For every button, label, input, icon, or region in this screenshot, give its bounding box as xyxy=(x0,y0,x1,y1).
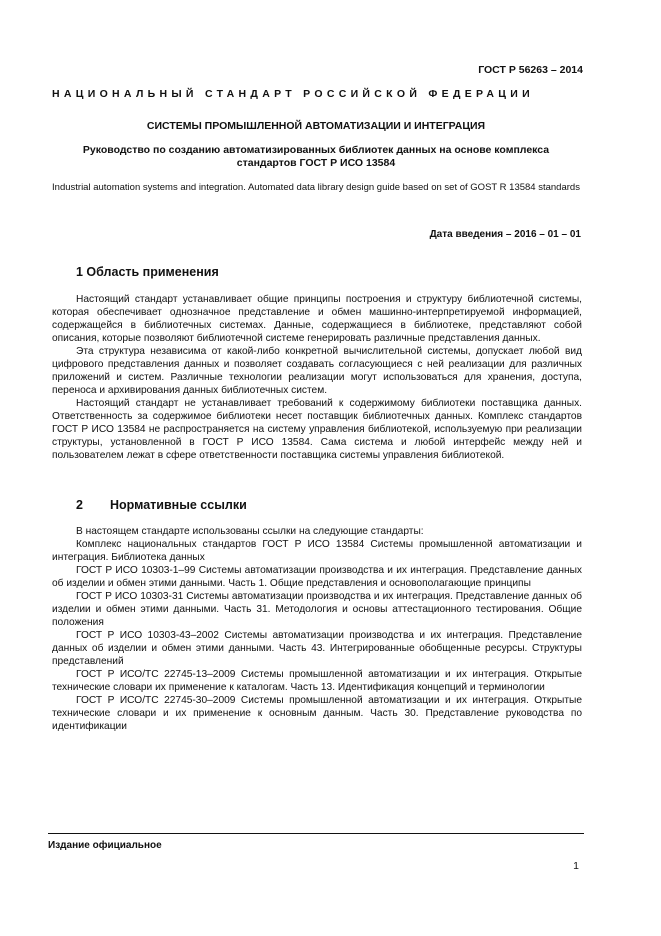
reference-item: Комплекс национальных стандартов ГОСТ Р ИСО 13584 Системы промышленной автоматизации и интеграция. Библиотека данных xyxy=(52,539,582,563)
paragraph: Эта структура независима от какой-либо конкретной вычислительной системы, допускает любой вид цифрового представления данных и позволяет создавать согласующиеся с ней реализации для различных приложений и систем. Различные технологии реализации могут использоваться для хранения, доступа, переноса и архивирования данных библиотечных систем. xyxy=(52,346,582,396)
national-standard-banner: НАЦИОНАЛЬНЫЙ СТАНДАРТ РОССИЙСКОЙ ФЕДЕРАЦИИ xyxy=(52,88,534,100)
reference-item: ГОСТ Р ИСО 10303-1–99 Системы автоматизации производства и их интеграция. Представление данных об изделии и обмен этими данными. Часть 1. Общие представления и основополагающие принципы xyxy=(52,565,582,589)
section-1-body xyxy=(52,293,582,462)
reference-item: ГОСТ Р ИСО 10303-31 Системы автоматизации производства и их интеграция. Представление данных об изделии и обмен этими данными. Часть 31. Методология и основы аттестационного тестирования. Общие положения xyxy=(52,591,582,628)
reference-item: ГОСТ Р ИСО/ТС 22745-30–2009 Системы промышленной автоматизации и их интеграция. Открытые технические словари и их применение к основным данным. Часть 30. Представление руководства по идентификации xyxy=(52,695,582,732)
paragraph: Настоящий стандарт не устанавливает требований к содержимому библиотеки поставщика данных. Ответственность за содержимое библиотеки несет поставщик библиотечных данных. Комплекс стандартов ГОСТ Р ИСО 13584 не распространяется на систему управления библиотекой, используемую при реализации структуры, установленной в ГОСТ Р ИСО 13584. Сама система и любой интерфейс между ней и пользователем лежат в сфере ответственности поставщика системы управления библиотекой. xyxy=(52,398,582,461)
section-title: Нормативные ссылки xyxy=(110,498,247,512)
section-number: 2 xyxy=(76,498,83,512)
official-edition-label: Издание официальное xyxy=(48,840,162,851)
document-subtitle: Руководство по созданию автоматизированных библиотек данных на основе комплекса стандартов ГОСТ Р ИСО 13584 xyxy=(82,144,550,169)
footer-divider xyxy=(48,833,584,834)
english-title: Industrial automation systems and integration. Automated data library design guide based on set of GOST R 13584 standards xyxy=(52,182,580,193)
section-2-heading xyxy=(76,498,247,512)
reference-item: ГОСТ Р ИСО 10303-43–2002 Системы автоматизации производства и их интеграция. Представление данных об изделии и обмен этими данными. Часть 43. Интегрированные обобщенные ресурсы. Структуры представлений xyxy=(52,630,582,667)
introduction-date: Дата введения – 2016 – 01 – 01 xyxy=(429,229,581,240)
reference-item: ГОСТ Р ИСО/ТС 22745-13–2009 Системы промышленной автоматизации и их интеграция. Открытые технические словари их применение к каталогам. Часть 13. Идентификация концепций и терминологии xyxy=(52,669,582,693)
paragraph: В настоящем стандарте использованы ссылки на следующие стандарты: xyxy=(76,526,424,537)
standard-code: ГОСТ Р 56263 – 2014 xyxy=(478,64,583,76)
page-number: 1 xyxy=(573,860,579,872)
document-title: СИСТЕМЫ ПРОМЫШЛЕННОЙ АВТОМАТИЗАЦИИ И ИНТЕГРАЦИЯ xyxy=(146,120,486,132)
paragraph: Настоящий стандарт устанавливает общие принципы построения и структуру библиотечной системы, которая обеспечивает однозначное представление и обмен машинно-интерпретируемой информацией, содержащейся в библиотечных системах. Данные, содержащиеся в библиотеке, представляют собой описания, которые позволяют библиотечной системе генерировать различные представления данных. xyxy=(52,294,582,344)
section-1-heading: 1 Область применения xyxy=(76,265,219,279)
section-2-body xyxy=(52,525,582,733)
